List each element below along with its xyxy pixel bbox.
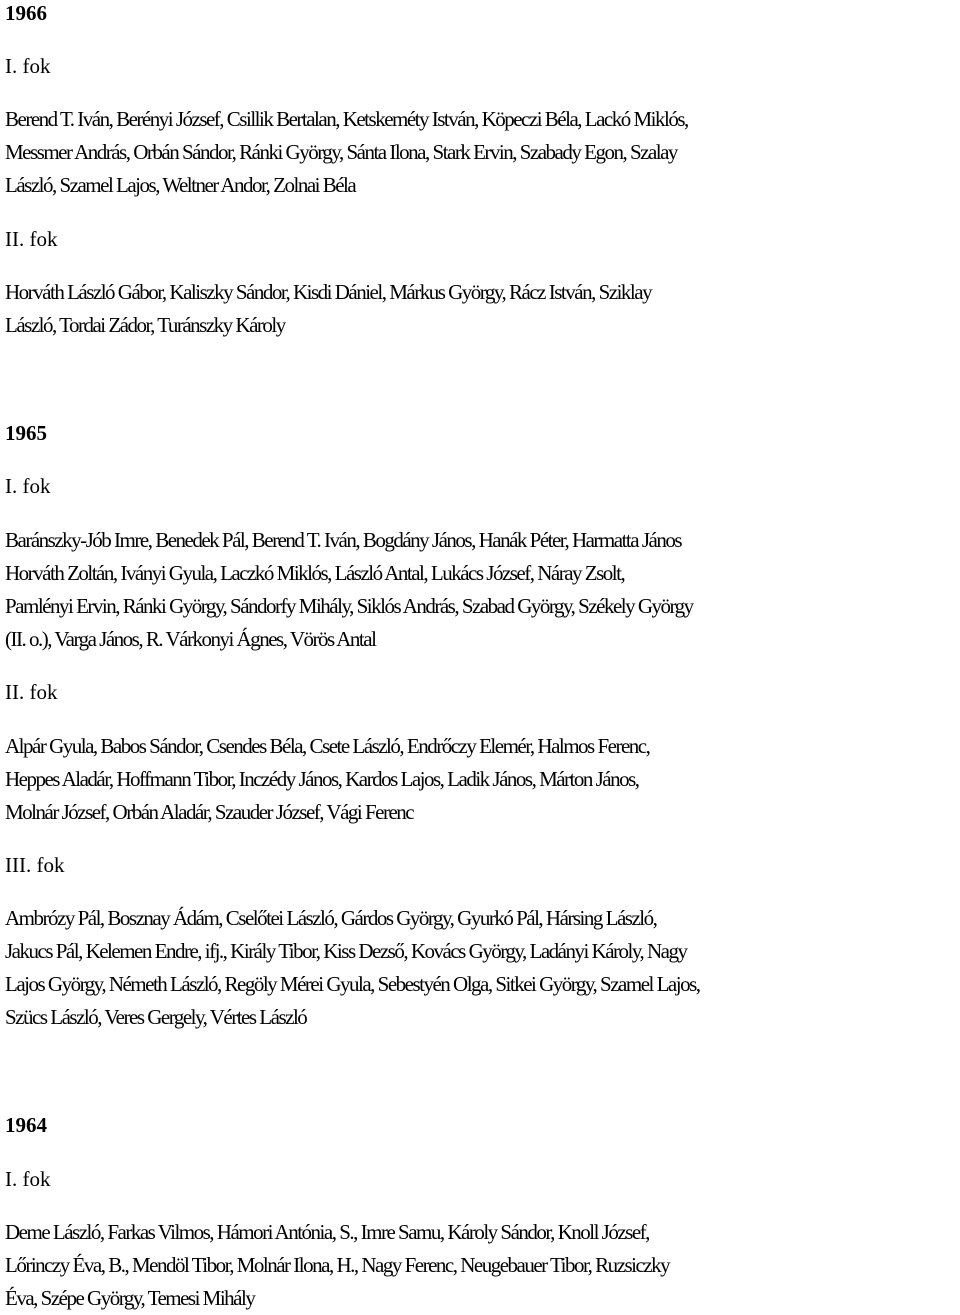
names-paragraph-1966-ii [5,276,957,342]
grade-heading-1966-ii: II. fok [5,227,58,251]
names-line: Horváth László Gábor, Kaliszky Sándor, Kisdi Dániel, Márkus György, Rácz István, Sziklay [5,280,652,304]
names-line: Szücs László, Veres Gergely, Vértes László [5,1005,307,1029]
names-line: Deme László, Farkas Vilmos, Hámori Antónia, S., Imre Samu, Károly Sándor, Knoll József, [5,1220,649,1244]
grade-heading-1964-i: I. fok [5,1167,51,1191]
names-line: (II. o.), Varga János, R. Várkonyi Ágnes, Vörös Antal [5,627,376,651]
names-line: Heppes Aladár, Hoffmann Tibor, Inczédy János, Kardos Lajos, Ladik János, Márton János, [5,767,639,791]
names-paragraph-1965-ii [5,730,957,829]
names-line: Alpár Gyula, Babos Sándor, Csendes Béla, Csete László, Endrőczy Elemér, Halmos Ferenc, [5,734,650,758]
grade-heading-1966-i: I. fok [5,54,51,78]
names-line: Ambrózy Pál, Bosznay Ádám, Cselőtei László, Gárdos György, Gyurkó Pál, Hársing László, [5,906,657,930]
names-line: Lőrinczy Éva, B., Mendöl Tibor, Molnár Ilona, H., Nagy Ferenc, Neugebauer Tibor, Ruzsiczky [5,1253,670,1277]
names-line: Berend T. Iván, Berényi József, Csillik Bertalan, Ketskeméty István, Köpeczi Béla, Lackó Miklós, [5,107,688,131]
names-paragraph-1966-i [5,103,957,202]
names-paragraph-1965-iii [5,902,957,1034]
grade-heading-1965-iii: III. fok [5,853,65,877]
year-heading-1964: 1964 [5,1113,47,1137]
year-heading-1965: 1965 [5,421,47,445]
names-line: Molnár József, Orbán Aladár, Szauder József, Vági Ferenc [5,800,414,824]
names-line: Éva, Szépe György, Temesi Mihály [5,1286,255,1310]
names-paragraph-1965-i [5,524,957,656]
grade-heading-1965-i: I. fok [5,474,51,498]
names-line: Horváth Zoltán, Iványi Gyula, Laczkó Miklós, László Antal, Lukács József, Náray Zsolt, [5,561,625,585]
names-line: Lajos György, Németh László, Regöly Mérei Gyula, Sebestyén Olga, Sitkei György, Szamel Lajos, [5,972,700,996]
names-line: Messmer András, Orbán Sándor, Ránki György, Sánta Ilona, Stark Ervin, Szabady Egon, Szalay [5,140,677,164]
grade-heading-1965-ii: II. fok [5,680,58,704]
names-line: Baránszky-Jób Imre, Benedek Pál, Berend T. Iván, Bogdány János, Hanák Péter, Harmatta János [5,528,681,552]
names-line: Jakucs Pál, Kelemen Endre, ifj., Király Tibor, Kiss Dezső, Kovács György, Ladányi Károly, Nagy [5,939,687,963]
names-paragraph-1964-i [5,1216,957,1315]
names-line: Pamlényi Ervin, Ránki György, Sándorfy Mihály, Siklós András, Szabad György, Székely György [5,594,693,618]
names-line: László, Szamel Lajos, Weltner Andor, Zolnai Béla [5,173,356,197]
year-heading-1966: 1966 [5,1,47,25]
names-line: László, Tordai Zádor, Turánszky Károly [5,313,285,337]
